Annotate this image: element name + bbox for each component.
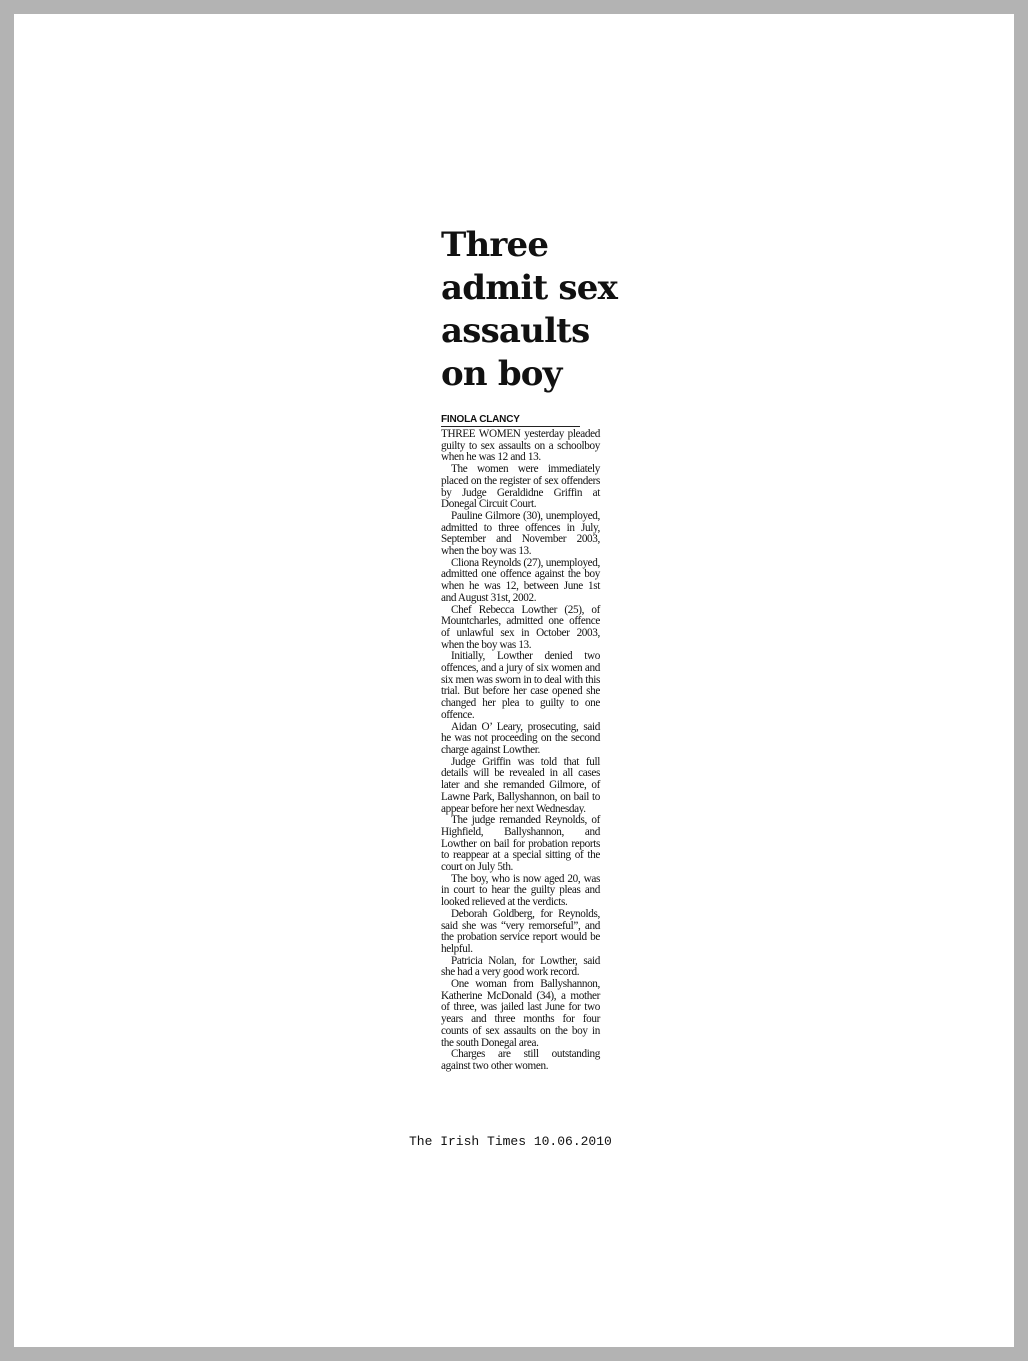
paragraph: Charges are still outstanding against two other women. — [441, 1048, 600, 1072]
headline-line: Three — [441, 225, 549, 265]
headline-line: admit sex — [441, 268, 618, 308]
paragraph: One woman from Ballyshannon, Katherine McDonald (34), a mother of three, was jailed last June for two years and three months for four counts of sex assaults on the boy in the south Donegal area. — [441, 978, 600, 1049]
paragraph: Aidan O’ Leary, prosecuting, said he was not proceeding on the second charge against Lowther. — [441, 720, 600, 756]
paragraph: Initially, Lowther denied two offences, and a jury of six women and six men was sworn in to deal with this trial. But before her case opened she changed her plea to guilty to one offence. — [441, 650, 600, 721]
paragraph: Pauline Gilmore (30), unemployed, admitted to three offences in July, September and November 2003, when the boy was 13. — [441, 509, 600, 558]
paragraph: The boy, who is now aged 20, was in court to hear the guilty pleas and looked relieved at the verdicts. — [441, 872, 600, 909]
article-body — [441, 429, 600, 1073]
news-article — [441, 224, 618, 1073]
paragraph: Deborah Goldberg, for Reynolds, said she was “very remorseful”, and the probation service report would be helpful. — [441, 907, 600, 955]
paragraph: The judge remanded Reynolds, of Highfield, Ballyshannon, and Lowther on bail for probation reports to reappear at a special sitting of the court on July 5th. — [441, 814, 600, 874]
source-caption: The Irish Times 10.06.2010 — [409, 1134, 612, 1149]
headline — [441, 224, 618, 396]
byline: FINOLA CLANCY — [441, 414, 580, 427]
headline-line: assaults — [441, 311, 590, 351]
paragraph: THREE WOMEN yesterday pleaded guilty to sex assaults on a schoolboy when he was 12 and 13. — [441, 428, 600, 464]
headline-line: on boy — [441, 354, 562, 394]
paragraph: Judge Griffin was told that full details will be revealed in all cases later and she remanded Gilmore, of Lawne Park, Ballyshannon, on bail to appear before her next Wednesday. — [441, 755, 600, 815]
paragraph: The women were immediately placed on the register of sex offenders by Judge Geraldidne Griffin at Donegal Circuit Court. — [441, 463, 600, 511]
paragraph: Chef Rebecca Lowther (25), of Mountcharles, admitted one offence of unlawful sex in October 2003, when the boy was 13. — [441, 603, 600, 651]
document-page — [14, 14, 1014, 1347]
paragraph: Patricia Nolan, for Lowther, said she had a very good work record. — [441, 954, 600, 979]
paragraph: Cliona Reynolds (27), unemployed, admitted one offence against the boy when he was 12, between June 1st and August 31st, 2002. — [441, 556, 600, 604]
